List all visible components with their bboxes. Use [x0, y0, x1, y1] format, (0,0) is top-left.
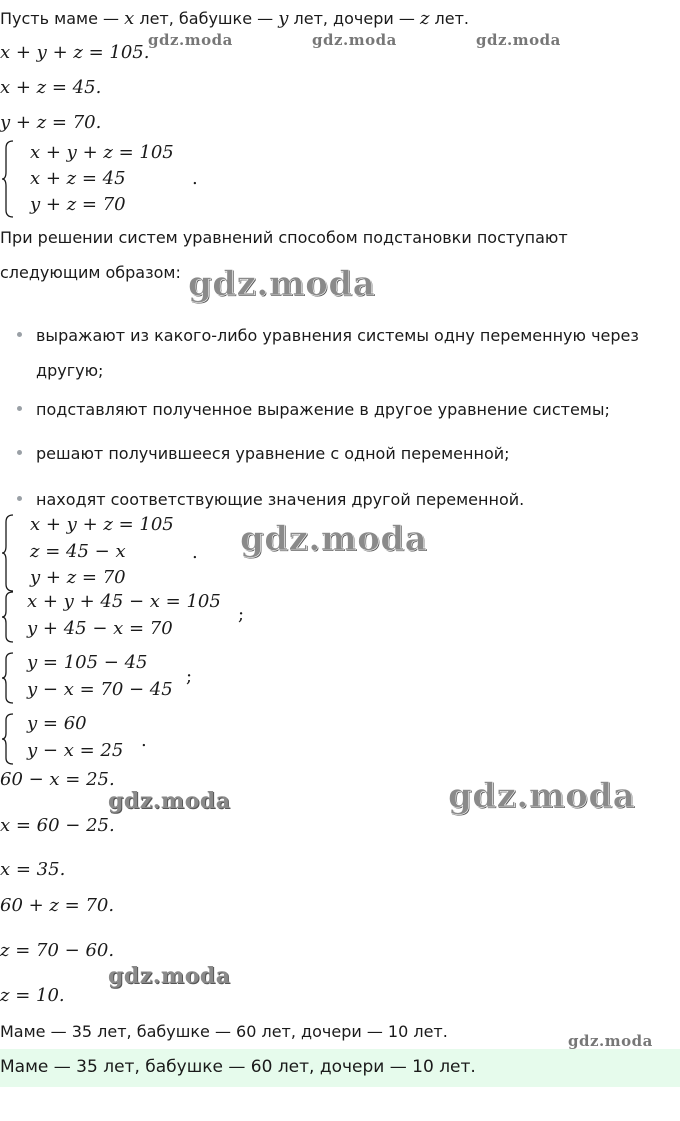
- bullet-icon: [17, 332, 22, 337]
- system-3-row: y + 45 − x = 70: [27, 618, 173, 639]
- watermark: gdz.moda: [108, 963, 231, 989]
- system-4-row: y = 105 − 45: [27, 652, 148, 673]
- system-2-row: z = 45 − x: [30, 541, 126, 562]
- system-4-row: y − x = 70 − 45: [27, 679, 173, 700]
- brace-icon: [2, 652, 14, 704]
- watermark: gdz.moda: [312, 31, 397, 49]
- step-text: подставляют полученное выражение в другое уравнение системы;: [36, 400, 610, 419]
- intro-text-3: лет, дочери —: [288, 9, 420, 28]
- answer-box: [0, 1049, 680, 1087]
- solution-line: x = 35.: [0, 859, 66, 880]
- solution-line: 60 + z = 70.: [0, 895, 115, 916]
- watermark: gdz.moda: [108, 788, 231, 814]
- system-5-row: y − x = 25: [27, 740, 124, 761]
- bullet-icon: [17, 406, 22, 411]
- system-5-end: .: [141, 730, 147, 751]
- intro-text-4: лет.: [429, 9, 469, 28]
- method-line-1: При решении систем уравнений способом подстановки поступают: [0, 228, 568, 247]
- solution-line: z = 10.: [0, 985, 65, 1006]
- list-item: [0, 436, 660, 471]
- watermark: gdz.moda: [188, 264, 376, 304]
- watermark: gdz.moda: [448, 776, 636, 816]
- list-item: [0, 318, 660, 388]
- system-1-row: y + z = 70: [30, 194, 126, 215]
- watermark: gdz.moda: [476, 31, 561, 49]
- brace-icon: [2, 591, 14, 643]
- system-5: [0, 713, 160, 765]
- var-z: z: [419, 8, 430, 29]
- bullet-icon: [17, 496, 22, 501]
- intro-text-1: Пусть маме —: [0, 9, 125, 28]
- watermark: gdz.moda: [148, 31, 233, 49]
- intro-line: [0, 8, 469, 29]
- var-y: y: [278, 8, 289, 29]
- system-1: [0, 140, 240, 218]
- solution-line: 60 − x = 25.: [0, 769, 115, 790]
- list-item: [0, 392, 660, 427]
- step-text: находят соответствующие значения другой переменной.: [36, 490, 525, 509]
- step-text: решают получившееся уравнение с одной переменной;: [36, 444, 510, 463]
- system-5-row: y = 60: [27, 713, 87, 734]
- watermark: gdz.moda: [568, 1032, 653, 1050]
- result-line: Маме — 35 лет, бабушке — 60 лет, дочери — 10 лет.: [0, 1022, 448, 1041]
- equation-1: x + y + z = 105.: [0, 42, 150, 63]
- system-1-end: .: [192, 168, 198, 189]
- system-4: [0, 652, 200, 704]
- solution-line: z = 70 − 60.: [0, 940, 115, 961]
- watermark: gdz.moda: [240, 519, 428, 559]
- system-1-row: x + y + z = 105: [30, 142, 174, 163]
- list-item: [0, 482, 660, 517]
- step-text: выражают из какого-либо уравнения системы одну переменную через другую;: [36, 326, 639, 380]
- method-line-2: следующим образом:: [0, 263, 181, 282]
- system-2-row: x + y + z = 105: [30, 514, 174, 535]
- system-2-row: y + z = 70: [30, 567, 126, 588]
- answer-text: Маме — 35 лет, бабушке — 60 лет, дочери — 10 лет.: [0, 1057, 476, 1077]
- solution-line: x = 60 − 25.: [0, 815, 115, 836]
- bullet-icon: [17, 450, 22, 455]
- brace-icon: [2, 140, 14, 218]
- equation-2: x + z = 45.: [0, 77, 102, 98]
- var-x: x: [124, 8, 135, 29]
- system-4-end: ;: [186, 666, 193, 687]
- system-3: [0, 591, 240, 643]
- equation-3: y + z = 70.: [0, 112, 102, 133]
- system-1-row: x + z = 45: [30, 168, 126, 189]
- intro-text-2: лет, бабушке —: [134, 9, 279, 28]
- brace-icon: [2, 514, 14, 592]
- system-2-end: .: [192, 542, 198, 563]
- system-2: [0, 514, 240, 592]
- brace-icon: [2, 713, 14, 765]
- system-3-row: x + y + 45 − x = 105: [27, 591, 221, 612]
- system-3-end: ;: [238, 604, 245, 625]
